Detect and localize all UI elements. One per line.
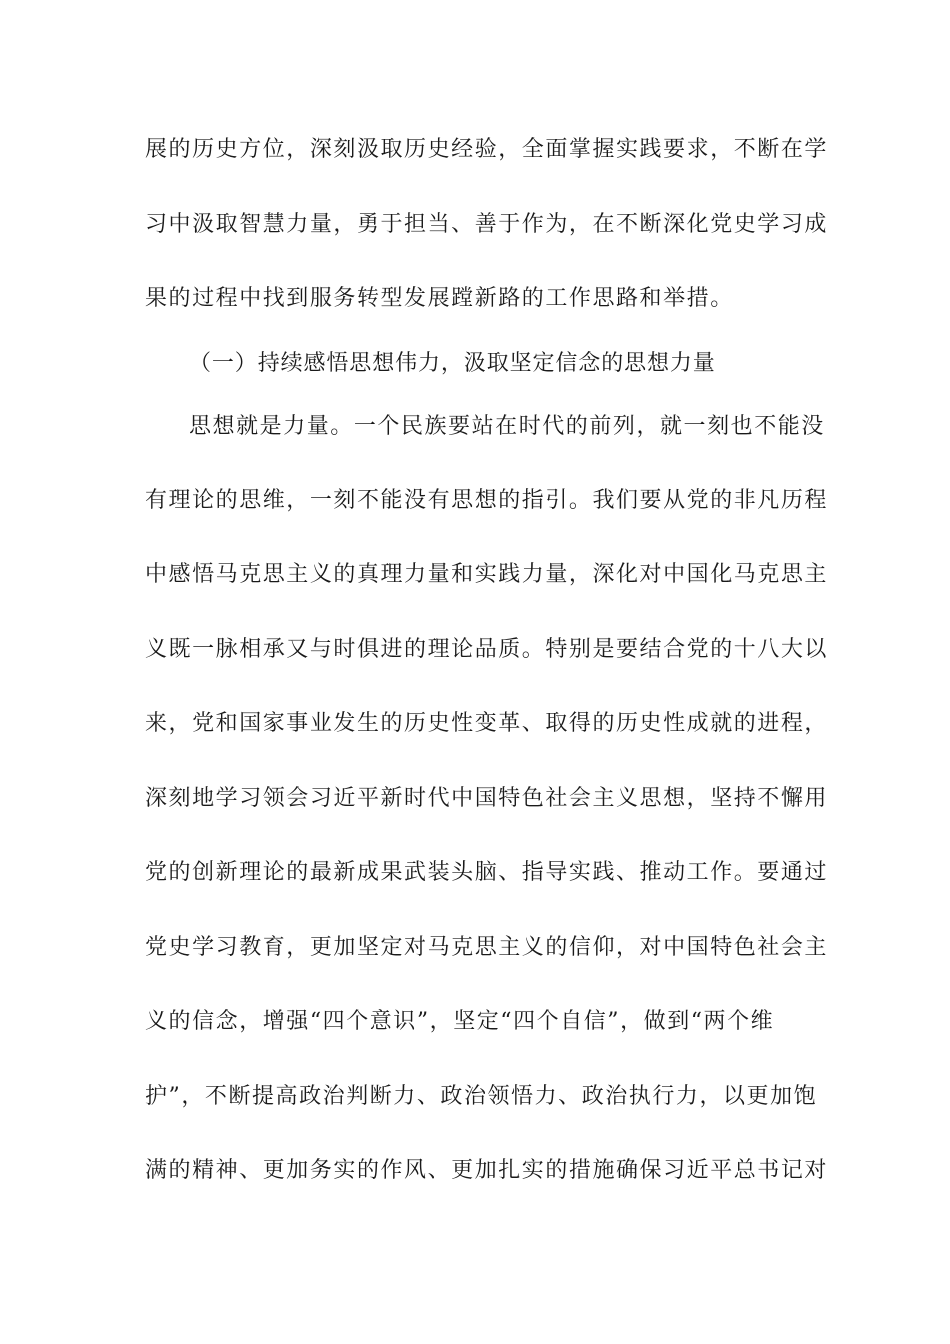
body-text-line: 习中汲取智慧力量，勇于担当、善于作为，在不断深化党史学习成 (145, 212, 828, 237)
body-text-line: 来，党和国家事业发生的历史性变革、取得的历史性成就的进程， (145, 711, 828, 736)
body-text-line: 有理论的思维，一刻不能没有思想的指引。我们要从党的非凡历程 (145, 488, 828, 513)
body-text-line: 深刻地学习领会习近平新时代中国特色社会主义思想，坚持不懈用 (145, 786, 828, 811)
body-text-line: 满的精神、更加务实的作风、更加扎实的措施确保习近平总书记对 (145, 1158, 828, 1183)
body-text-line: 党史学习教育，更加坚定对马克思主义的信仰，对中国特色社会主 (145, 935, 828, 960)
body-text-line: 义既一脉相承又与时俱进的理论品质。特别是要结合党的十八大以 (145, 637, 828, 662)
body-text-line: 护”，不断提高政治判断力、政治领悟力、政治执行力，以更加饱 (145, 1084, 818, 1109)
body-text-line: 义的信念，增强“四个意识”，坚定“四个自信”，做到“两个维 (145, 1009, 775, 1034)
body-text-line: 党的创新理论的最新成果武装头脑、指导实践、推动工作。要通过 (145, 860, 828, 885)
body-text-line: 果的过程中找到服务转型发展蹚新路的工作思路和举措。 (145, 286, 734, 311)
body-text-line: 中感悟马克思主义的真理力量和实践力量，深化对中国化马克思主 (145, 562, 828, 587)
section-heading: （一）持续感悟思想伟力，汲取坚定信念的思想力量 (189, 351, 716, 376)
body-text-line: 展的历史方位，深刻汲取历史经验，全面掌握实践要求，不断在学 (145, 137, 828, 162)
paragraph-first-line: 思想就是力量。一个民族要站在时代的前列，就一刻也不能没 (189, 414, 825, 439)
